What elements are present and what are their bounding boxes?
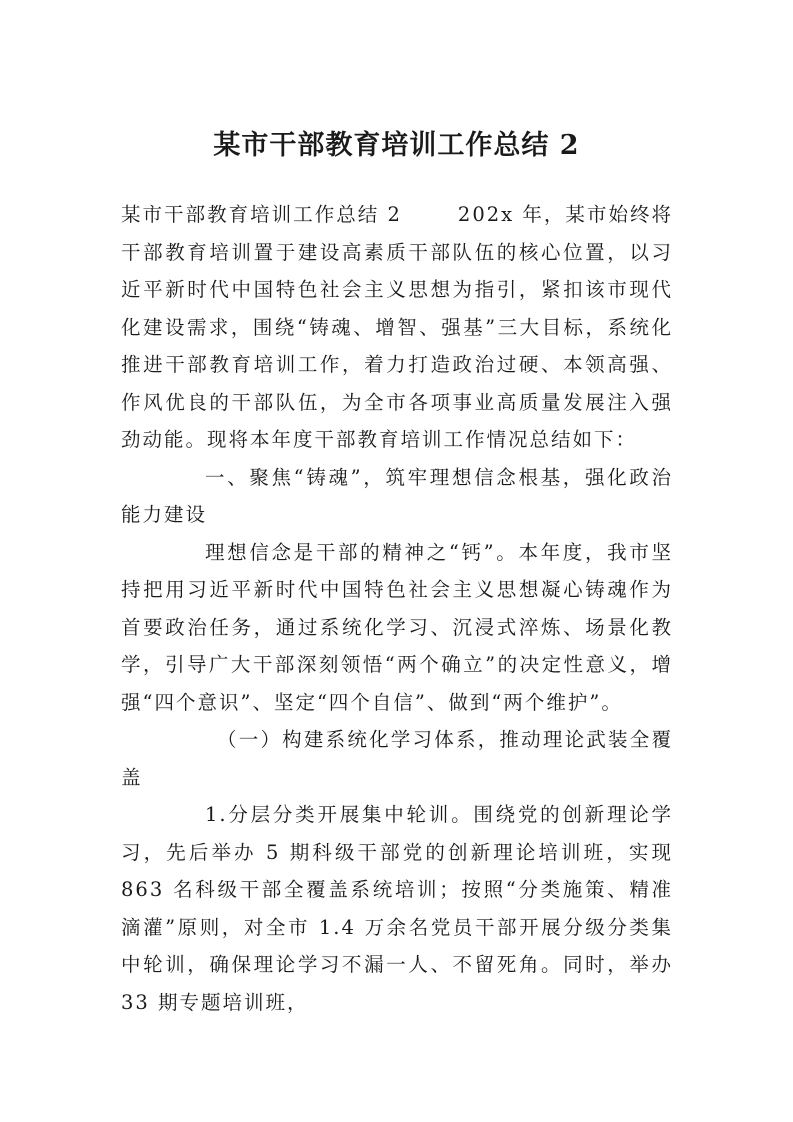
item-paragraph: 1.分层分类开展集中轮训。围绕党的创新理论学习，先后举办 5 期科级干部党的创新理论培训班，实现 863 名科级干部全覆盖系统培训；按照“分类施策、精准滴灌”原则，对全市 1.4 万余名党员干部开展分级分类集中轮训，确保理论学习不漏一人、不留死角。同时，举办 33 期专题培训班， bbox=[121, 803, 673, 1014]
intro-text: 202x 年，某市始终将干部教育培训置于建设高素质干部队伍的核心位置，以习近平新时代中国特色社会主义思想为指引，紧扣该市现代化建设需求，围绕“铸魂、增智、强基”三大目标，系统化推进干部教育培训工作，着力打造政治过硬、本领高强、作风优良的干部队伍，为全市各项事业高质量发展注入强劲动能。现将本年度干部教育培训工作情况总结如下： bbox=[121, 203, 674, 451]
intro-paragraph bbox=[121, 196, 673, 459]
intro-heading: 某市干部教育培训工作总结 2 bbox=[121, 203, 402, 226]
subsection-heading: （一）构建系统化学习体系，推动理论武装全覆盖 bbox=[121, 728, 673, 789]
section-paragraph: 理想信念是干部的精神之“钙”。本年度，我市坚持把用习近平新时代中国特色社会主义思想凝心铸魂作为首要政治任务，通过系统化学习、沉浸式淬炼、场景化教学，引导广大干部深刻领悟“两个确立”的决定性意义，增强“四个意识”、坚定“四个自信”、做到“两个维护”。 bbox=[121, 540, 673, 714]
document-body bbox=[121, 196, 673, 1021]
section-heading: 一、聚焦“铸魂”，筑牢理想信念根基，强化政治能力建设 bbox=[121, 465, 673, 526]
document-title: 某市干部教育培训工作总结 2 bbox=[213, 130, 580, 161]
